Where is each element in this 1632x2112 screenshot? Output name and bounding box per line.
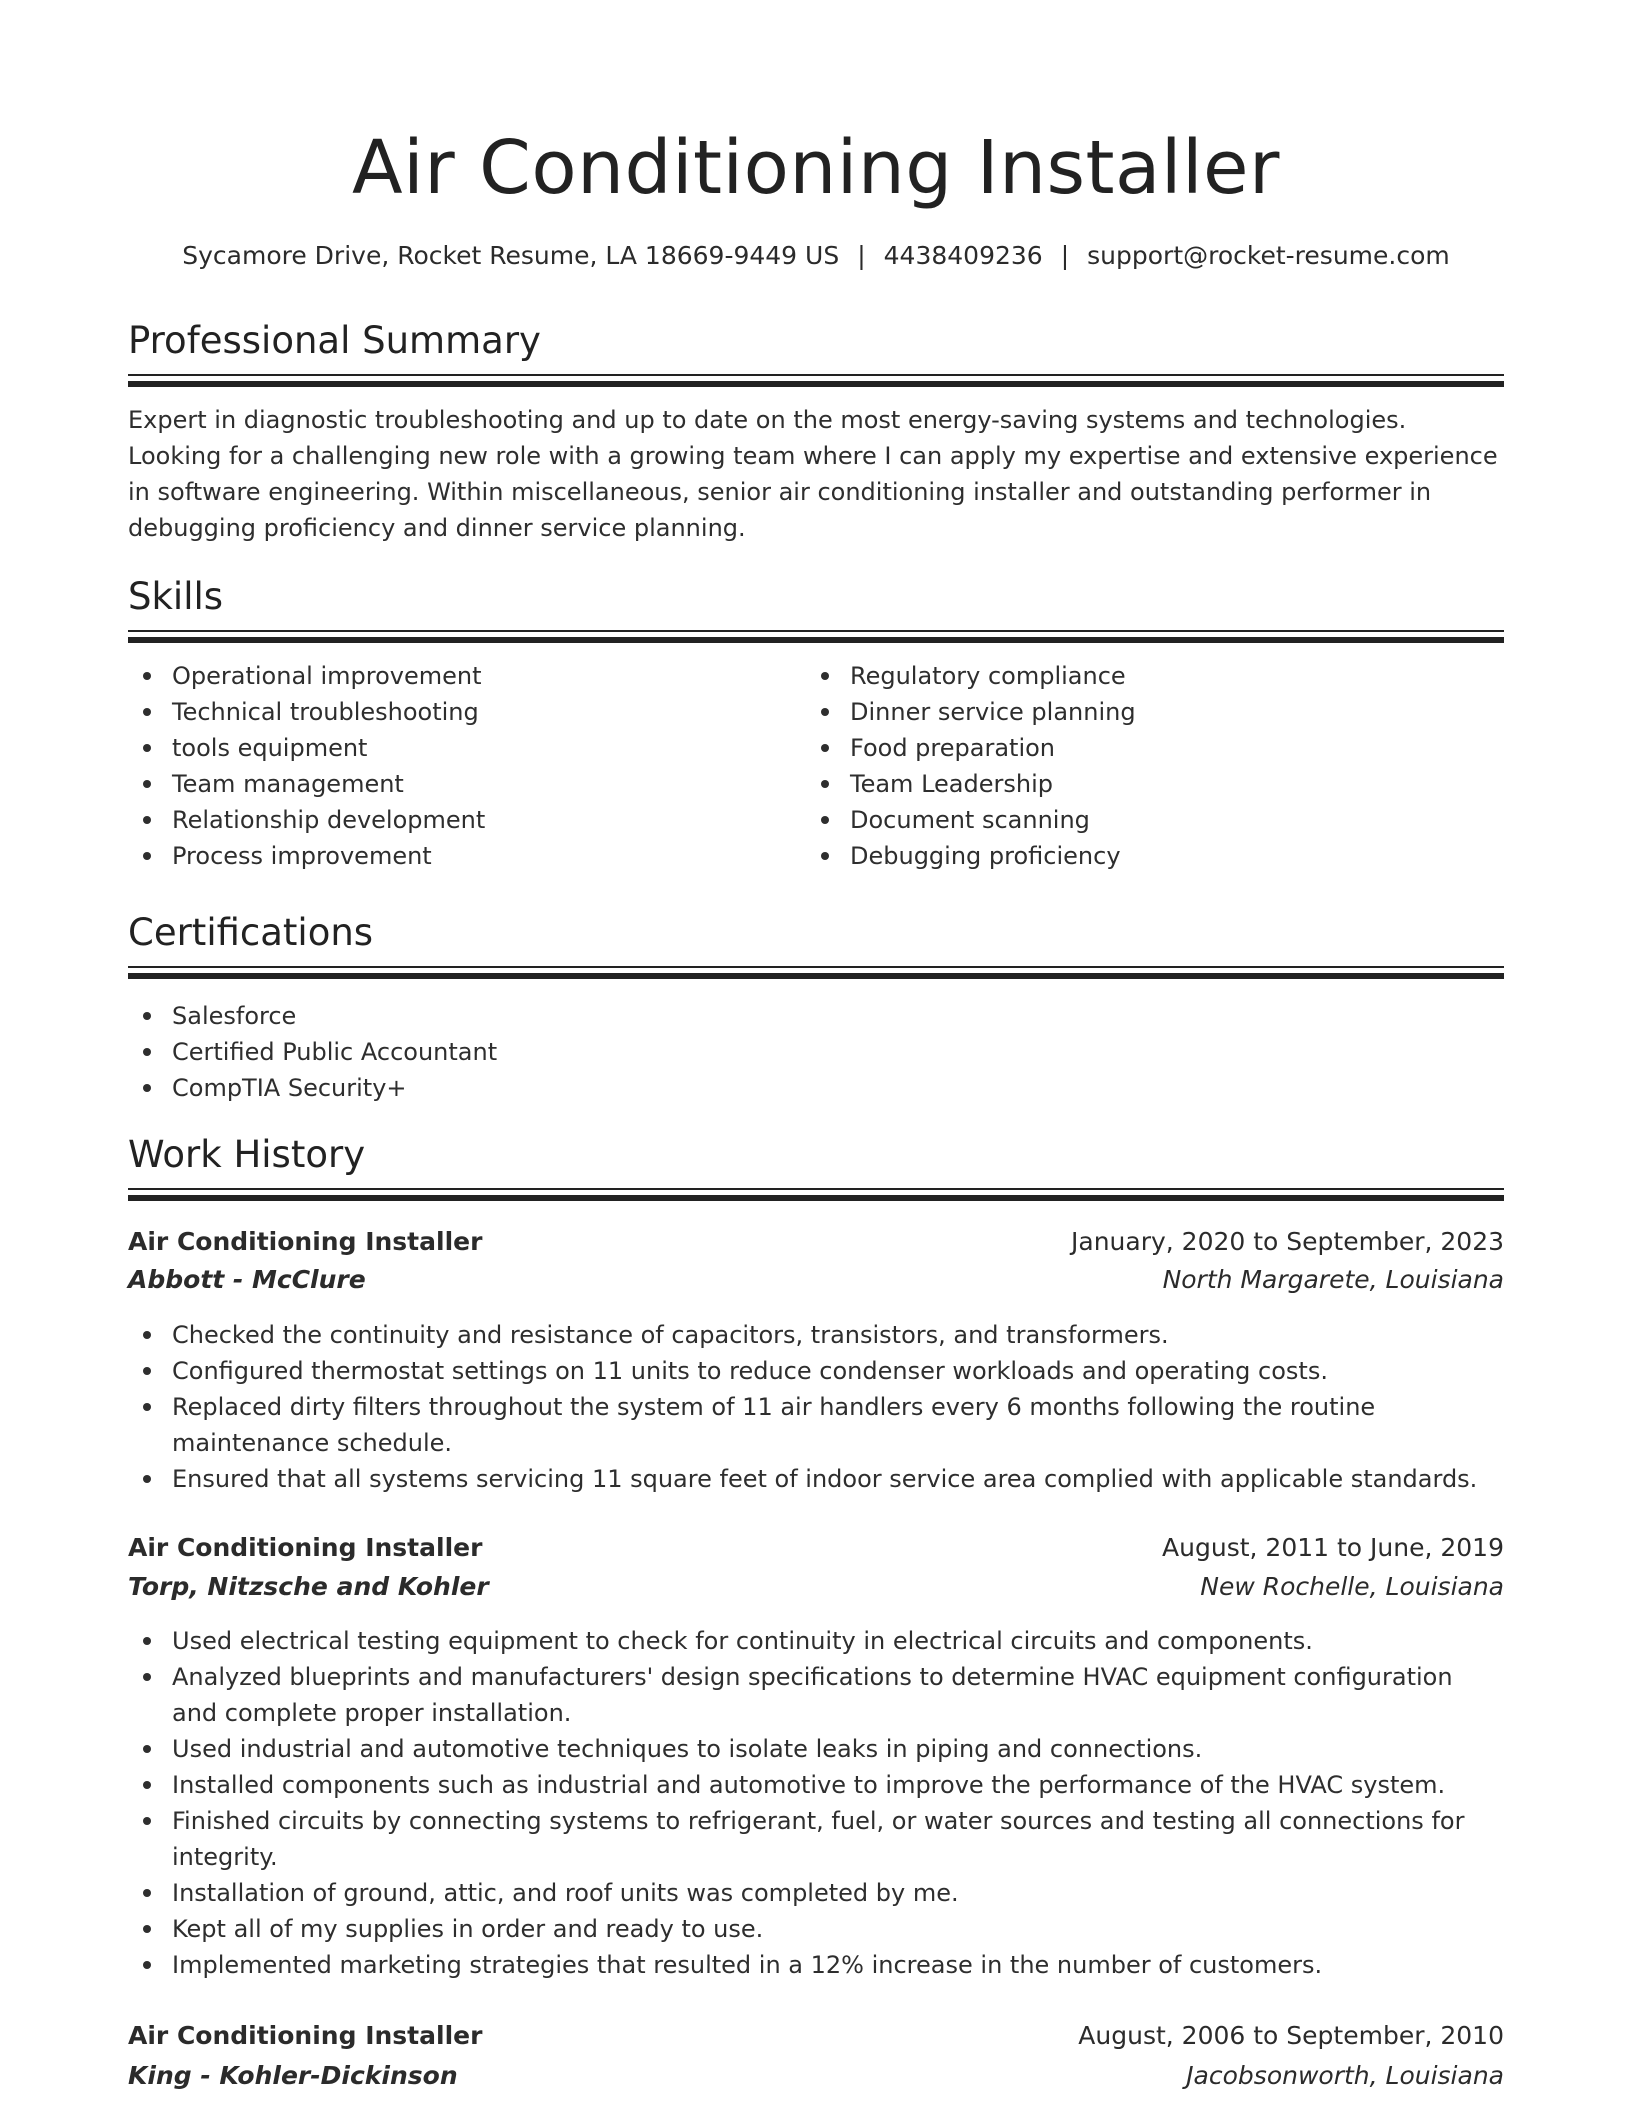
- section-title-certifications: Certifications: [128, 911, 374, 954]
- job-company: Abbott - McClure: [128, 1265, 366, 1294]
- job-location: New Rochelle, Louisiana: [1200, 1572, 1504, 1601]
- list-item: Operational improvement: [172, 658, 792, 694]
- list-item: Document scanning: [850, 802, 1500, 838]
- job-title: Air Conditioning Installer: [128, 2021, 483, 2050]
- contact-email: support@rocket-resume.com: [1087, 241, 1450, 270]
- list-item: Replaced dirty filters throughout the system of 11 air handlers every 6 months following the routine maintenance schedule.: [172, 1389, 1504, 1461]
- contact-separator: |: [857, 241, 866, 270]
- list-item: Configured thermostat settings on 11 units to reduce condenser workloads and operating costs.: [172, 1353, 1504, 1389]
- section-rule: [128, 966, 1504, 980]
- list-item: Debugging proficiency: [850, 838, 1500, 874]
- certifications-list: [128, 998, 1504, 1106]
- summary-text: Expert in diagnostic troubleshooting and up to date on the most energy-saving systems and technologies. Looking for a challenging new role with a growing team where I can apply my expertise and extensive experience in software engineering. Within miscellaneous, senior air conditioning installer and outstanding performer in debugging proficiency and dinner service planning.: [128, 406, 1498, 542]
- list-item: Used electrical testing equipment to check for continuity in electrical circuits and components.: [172, 1623, 1504, 1659]
- job-dates: January, 2020 to September, 2023: [1071, 1227, 1504, 1256]
- list-item: Team Leadership: [850, 766, 1500, 802]
- section-title-work-history: Work History: [128, 1133, 366, 1176]
- job-location: North Margarete, Louisiana: [1162, 1265, 1504, 1294]
- job-company: Torp, Nitzsche and Kohler: [128, 1572, 489, 1601]
- section-title-skills: Skills: [128, 575, 224, 618]
- job-duties-list: [128, 1623, 1504, 1983]
- job-dates: August, 2011 to June, 2019: [1162, 1533, 1504, 1562]
- list-item: tools equipment: [172, 730, 792, 766]
- list-item: CompTIA Security+: [172, 1070, 1504, 1106]
- list-item: Implemented marketing strategies that resulted in a 12% increase in the number of customers.: [172, 1947, 1504, 1983]
- section-title-summary: Professional Summary: [128, 319, 541, 362]
- list-item: Team management: [172, 766, 792, 802]
- list-item: Finished circuits by connecting systems to refrigerant, fuel, or water sources and testing all connections for integrity.: [172, 1803, 1504, 1875]
- job-title: Air Conditioning Installer: [128, 1533, 483, 1562]
- section-rule: [128, 374, 1504, 388]
- section-rule: [128, 630, 1504, 644]
- list-item: Installation of ground, attic, and roof units was completed by me.: [172, 1875, 1504, 1911]
- skills-list-right: [806, 658, 1500, 874]
- contact-separator: |: [1060, 241, 1070, 270]
- job-title: Air Conditioning Installer: [128, 1227, 483, 1256]
- list-item: Installed components such as industrial and automotive to improve the performance of the HVAC system.: [172, 1767, 1504, 1803]
- contact-line: [128, 238, 1504, 274]
- resume-name: Air Conditioning Installer: [352, 125, 1280, 211]
- contact-phone: 4438409236: [883, 241, 1043, 270]
- list-item: Ensured that all systems servicing 11 square feet of indoor service area complied with applicable standards.: [172, 1461, 1504, 1497]
- list-item: Analyzed blueprints and manufacturers' design specifications to determine HVAC equipment configuration and complete proper installation.: [172, 1659, 1504, 1731]
- list-item: Kept all of my supplies in order and ready to use.: [172, 1911, 1504, 1947]
- section-rule: [128, 1188, 1504, 1202]
- list-item: Relationship development: [172, 802, 792, 838]
- list-item: Certified Public Accountant: [172, 1034, 1504, 1070]
- job-company: King - Kohler-Dickinson: [128, 2061, 458, 2090]
- skills-list-left: [128, 658, 792, 874]
- contact-address: Sycamore Drive, Rocket Resume, LA 18669-9449 US: [182, 241, 840, 270]
- list-item: Regulatory compliance: [850, 658, 1500, 694]
- list-item: Dinner service planning: [850, 694, 1500, 730]
- list-item: Technical troubleshooting: [172, 694, 792, 730]
- list-item: Food preparation: [850, 730, 1500, 766]
- list-item: Process improvement: [172, 838, 792, 874]
- list-item: Used industrial and automotive techniques to isolate leaks in piping and connections.: [172, 1731, 1504, 1767]
- job-duties-list: [128, 1317, 1504, 1497]
- job-dates: August, 2006 to September, 2010: [1078, 2021, 1504, 2050]
- job-location: Jacobsonworth, Louisiana: [1186, 2061, 1504, 2090]
- list-item: Salesforce: [172, 998, 1504, 1034]
- list-item: Checked the continuity and resistance of capacitors, transistors, and transformers.: [172, 1317, 1504, 1353]
